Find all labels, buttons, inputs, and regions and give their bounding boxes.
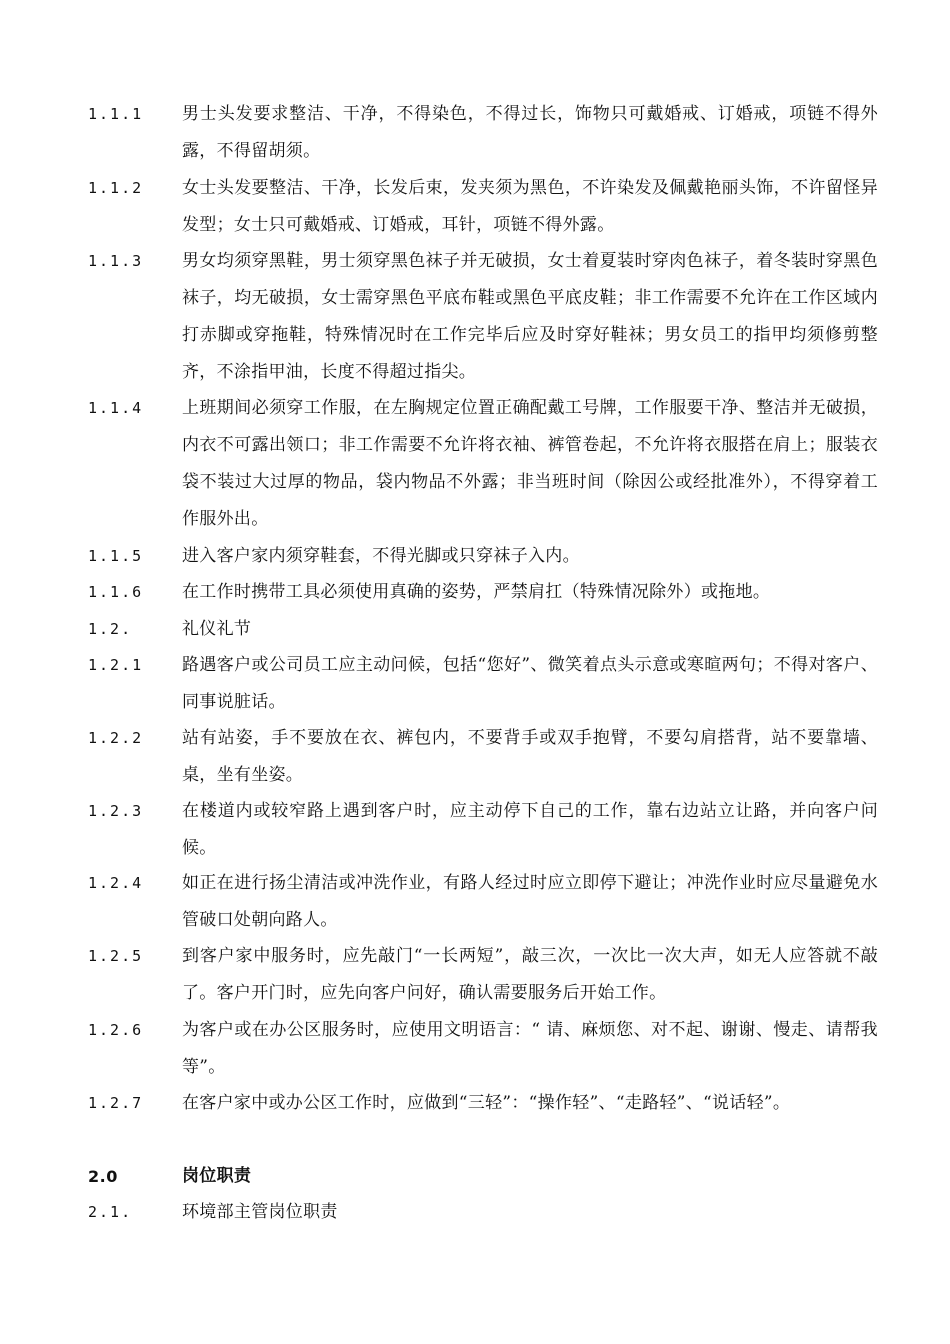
clause-1-2-2 (88, 720, 878, 794)
clause-1-1-3 (88, 243, 878, 391)
clause-number: 1.1.3 (88, 252, 144, 270)
clause-number: 1.1.5 (88, 547, 144, 565)
clause-number: 1.1.2 (88, 179, 144, 197)
clause-1-2-6 (88, 1012, 878, 1086)
section-1-2 (88, 611, 878, 648)
clause-number: 1.1.1 (88, 105, 144, 123)
clause-text: 到客户家中服务时，应先敲门“一长两短”，敲三次，一次比一次大声，如无人应答就不敲了。客户开门时，应先向客户问好，确认需要服务后开始工作。 (182, 946, 878, 1003)
clause-number: 1.1.6 (88, 583, 144, 601)
clause-1-2-3 (88, 793, 878, 867)
clause-number: 1.2.6 (88, 1021, 144, 1039)
clause-number: 1.2.5 (88, 947, 144, 965)
section-2-1 (88, 1194, 878, 1231)
clause-text: 路遇客户或公司员工应主动问候，包括“您好”、微笑着点头示意或寒暄两句；不得对客户、同事说脏话。 (182, 655, 878, 712)
section-number: 2.1. (88, 1203, 133, 1221)
clause-text: 在楼道内或较窄路上遇到客户时，应主动停下自己的工作，靠右边站立让路，并向客户问候。 (182, 801, 878, 858)
clause-1-1-1 (88, 96, 878, 170)
clause-text: 站有站姿，手不要放在衣、裤包内，不要背手或双手抱臂，不要勾肩搭背，站不要靠墙、桌，坐有坐姿。 (182, 728, 878, 785)
section-title: 岗位职责 (182, 1166, 252, 1186)
clause-1-2-1 (88, 647, 878, 721)
clause-1-1-4 (88, 390, 878, 538)
clause-number: 1.2.7 (88, 1094, 144, 1112)
clause-1-1-2 (88, 170, 878, 244)
clause-1-2-7 (88, 1085, 878, 1122)
clause-text: 为客户或在办公区服务时，应使用文明语言：“ 请、麻烦您、对不起、谢谢、慢走、请帮我等”。 (182, 1020, 878, 1077)
clause-1-1-6 (88, 574, 878, 611)
clause-number: 1.2.2 (88, 729, 144, 747)
clause-text: 进入客户家内须穿鞋套，不得光脚或只穿袜子入内。 (182, 546, 580, 566)
clause-text: 如正在进行扬尘清洁或冲洗作业，有路人经过时应立即停下避让；冲洗作业时应尽量避免水管破口处朝向路人。 (182, 873, 878, 930)
clause-1-2-4 (88, 865, 878, 939)
clause-1-1-5 (88, 538, 878, 575)
clause-text: 在客户家中或办公区工作时，应做到“三轻”：“操作轻”、“走路轻”、“说话轻”。 (182, 1093, 791, 1113)
section-2-0-heading (88, 1158, 878, 1195)
clause-number: 1.2.3 (88, 802, 144, 820)
clause-text: 女士头发要整洁、干净，长发后束，发夹须为黑色，不许染发及佩戴艳丽头饰，不许留怪异发型；女士只可戴婚戒、订婚戒，耳针，项链不得外露。 (182, 178, 878, 235)
section-title: 环境部主管岗位职责 (182, 1202, 338, 1222)
clause-text: 男士头发要求整洁、干净，不得染色，不得过长，饰物只可戴婚戒、订婚戒，项链不得外露，不得留胡须。 (182, 104, 878, 161)
clause-number: 1.1.4 (88, 399, 144, 417)
clause-text: 上班期间必须穿工作服，在左胸规定位置正确配戴工号牌，工作服要干净、整洁并无破损，内衣不可露出领口；非工作需要不允许将衣袖、裤管卷起，不允许将衣服搭在肩上；服装衣袋不装过大过厚的物品，袋内物品不外露；非当班时间（除因公或经批准外），不得穿着工作服外出。 (182, 398, 878, 529)
clause-number: 1.2.1 (88, 656, 144, 674)
section-title: 礼仪礼节 (182, 619, 252, 639)
clause-text: 男女均须穿黑鞋，男士须穿黑色袜子并无破损，女士着夏装时穿肉色袜子，着冬装时穿黑色袜子，均无破损，女士需穿黑色平底布鞋或黑色平底皮鞋；非工作需要不允许在工作区域内打赤脚或穿拖鞋，特殊情况时在工作完毕后应及时穿好鞋袜；男女员工的指甲均须修剪整齐，不涂指甲油，长度不得超过指尖。 (182, 251, 878, 382)
clause-text: 在工作时携带工具必须使用真确的姿势，严禁肩扛（特殊情况除外）或拖地。 (182, 582, 771, 602)
clause-1-2-5 (88, 938, 878, 1012)
section-number: 1.2. (88, 620, 133, 638)
section-number: 2.0 (88, 1167, 118, 1186)
clause-number: 1.2.4 (88, 874, 144, 892)
